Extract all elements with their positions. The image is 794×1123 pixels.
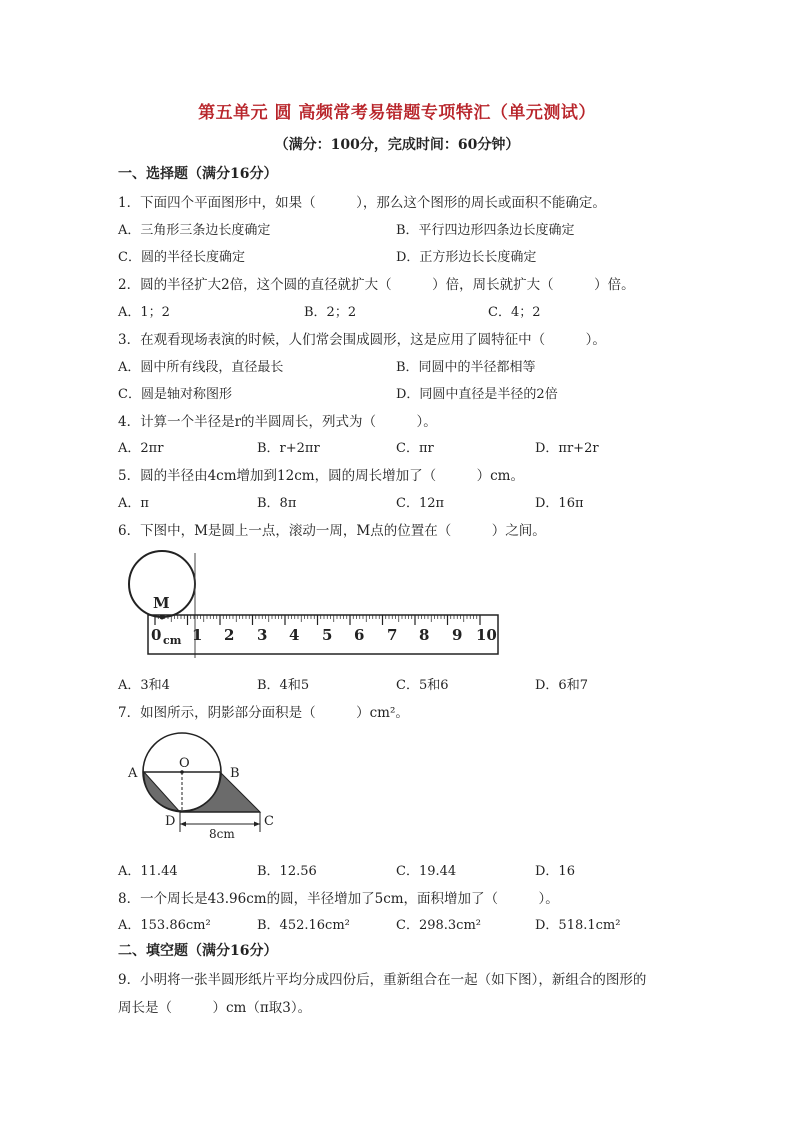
question-6-stem: 6．下图中，M是圆上一点，滚动一周，M点的位置在（ ）之间。 [118,523,546,539]
question-5-option-a: A．π [118,496,149,511]
question-2-option-c: C．4；2 [488,305,541,320]
question-8-option-d: D．518.1cm² [535,918,621,933]
ruler-tick-label: 10 [476,626,497,644]
question-2-option-a: A．1；2 [118,305,170,320]
question-2-option-b: B．2；2 [304,305,357,320]
page-title: 第五单元 圆 高频常考易错题专项特汇（单元测试） [198,103,596,123]
question-1-option-a: A．三角形三条边长度确定 [118,223,271,238]
label-o: O [179,756,190,771]
ruler-zero-label: 0 [151,626,162,644]
question-1-option-d: D．正方形边长长度确定 [396,250,537,265]
question-5-option-d: D．16π [535,496,584,511]
ruler-unit-label: cm [163,634,182,647]
question-5-option-b: B．8π [257,496,297,511]
section-heading-fill-blank: 二、填空题（满分16分） [118,943,278,959]
question-1-option-c: C．圆的半径长度确定 [118,250,245,265]
question-1-option-b: B．平行四边形四条边长度确定 [396,223,575,238]
label-d: D [165,814,176,829]
question-7-option-d: D．16 [535,864,575,879]
question-7-option-a: A．11.44 [118,864,178,879]
question-3-option-d: D．同圆中直径是半径的2倍 [396,387,558,402]
question-8-option-b: B．452.16cm² [257,918,350,933]
ruler-tick-label: 6 [354,626,365,644]
ruler-tick-label: 8 [419,626,430,644]
question-9-line-1: 9．小明将一张半圆形纸片平均分成四份后，重新组合在一起（如下图），新组合的图形的 [118,972,647,988]
question-8-option-a: A．153.86cm² [118,918,211,933]
question-3-option-a: A．圆中所有线段，直径最长 [118,360,284,375]
point-m-label: M [153,594,170,612]
question-5-stem: 5．圆的半径由4cm增加到12cm，圆的周长增加了（ ）cm。 [118,468,524,484]
question-4-option-b: B．r+2πr [257,441,320,456]
question-9-line-2: 周长是（ ）cm（π取3）。 [118,1000,312,1016]
dimension-arrow-left [180,822,186,827]
question-5-option-c: C．12π [396,496,445,511]
question-3-stem: 3．在观看现场表演的时候，人们常会围成圆形，这是应用了圆特征中（ ）。 [118,332,606,348]
ruler-tick-label: 2 [224,626,235,644]
section-heading-choice: 一、选择题（满分16分） [118,166,278,182]
question-7-option-b: B．12.56 [257,864,317,879]
question-6-option-a: A．3和4 [118,678,170,693]
question-4-option-d: D．πr+2r [535,441,599,456]
ruler-tick-label: 5 [322,626,333,644]
ruler-tick-label: 7 [387,626,398,644]
question-3-option-b: B．同圆中的半径都相等 [396,360,536,375]
question-1-stem: 1．下面四个平面图形中，如果（ ），那么这个图形的周长或面积不能确定。 [118,195,606,211]
ruler-tick-label: 9 [452,626,463,644]
question-6-option-b: B．4和5 [257,678,310,693]
ruler-tick-label: 1 [192,626,203,644]
ruler-tick-label: 4 [289,626,300,644]
question-3-option-c: C．圆是轴对称图形 [118,387,232,402]
question-6-option-d: D．6和7 [535,678,588,693]
question-6-option-c: C．5和6 [396,678,449,693]
label-a: A [128,766,138,781]
dimension-arrow-right [254,822,260,827]
label-b: B [230,766,240,781]
question-8-stem: 8．一个周长是43.96cm的圆，半径增加了5cm，面积增加了（ ）。 [118,891,559,907]
ruler-ticks [155,615,480,625]
rolling-circle-ruler-figure [118,548,518,666]
question-7-stem: 7．如图所示，阴影部分面积是（ ）cm²。 [118,705,409,721]
ruler-tick-label: 3 [257,626,268,644]
question-4-option-c: C．πr [396,441,434,456]
shaded-area-figure [118,725,288,843]
question-7-option-c: C．19.44 [396,864,457,879]
question-2-stem: 2．圆的半径扩大2倍，这个圆的直径就扩大（ ）倍，周长就扩大（ ）倍。 [118,277,635,293]
question-4-stem: 4．计算一个半径是r的半圆周长，列式为（ ）。 [118,414,437,430]
dimension-label: 8cm [209,827,235,841]
question-4-option-a: A．2πr [118,441,164,456]
label-c: C [264,814,274,829]
page-subtitle: （满分：100分，完成时间：60分钟） [274,137,520,153]
question-8-option-c: C．298.3cm² [396,918,481,933]
